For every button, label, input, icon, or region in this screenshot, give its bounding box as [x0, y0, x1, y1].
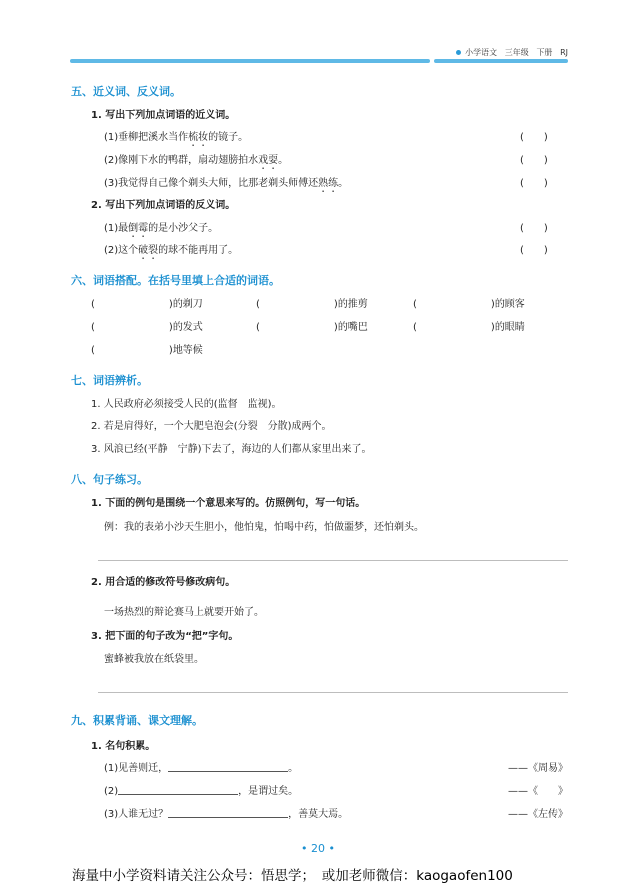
s6-blank5[interactable]: ( )的嘴巴: [256, 322, 368, 333]
footer-note: 海量中小学资料请关注公众号：悟思学； 或加老师微信：kaogaofen100: [72, 868, 513, 884]
page-number: • 20 •: [301, 842, 335, 855]
header-bar-right: [434, 59, 568, 63]
s9-item2-source[interactable]: ——《 》: [508, 786, 568, 797]
s9-item3-source: ——《左传》: [508, 809, 568, 820]
s5-q1-item3: (3)我觉得自己像个剃头大师，比那老剃头师傅还熟练。: [104, 178, 349, 189]
s5-q2-answer2[interactable]: ( ): [520, 245, 548, 256]
s5-q2-item1: (1)最倒霉的是小沙父子。: [104, 223, 219, 234]
header-series: 小学语文: [465, 48, 498, 57]
s7-item2[interactable]: 2. 若是肩得好，一个大肥皂泡会(分裂 分散)成两个。: [91, 421, 332, 432]
s5-q2-answer1[interactable]: ( ): [520, 223, 548, 234]
s5-q1-answer2[interactable]: ( ): [520, 155, 548, 166]
s9-item1-source: ——《周易》: [508, 763, 568, 774]
s6-blank6[interactable]: ( )的眼睛: [413, 322, 525, 333]
s8-q3-answer-line[interactable]: [98, 692, 568, 693]
s8-q2-title: 2. 用合适的修改符号修改病句。: [91, 577, 236, 588]
s7-item1[interactable]: 1. 人民政府必须接受人民的(监督 监视)。: [91, 399, 282, 410]
s8-q3-title: 3. 把下面的句子改为“把”字句。: [91, 631, 239, 642]
s6-blank2[interactable]: ( )的推剪: [256, 299, 368, 310]
header-grade: 三年级: [504, 48, 529, 57]
header-edition: RJ: [560, 48, 568, 57]
header-term: 下册: [536, 48, 553, 57]
s9-item1-blank[interactable]: [168, 771, 288, 772]
header-label: [456, 47, 568, 58]
s6-blank4[interactable]: ( )的发式: [91, 322, 203, 333]
s5-q1-title: 1. 写出下列加点词语的近义词。: [91, 110, 236, 121]
s9-item3: (3)人谁无过？ ，善莫大焉。: [104, 809, 349, 820]
s5-q1-item1: (1)垂柳把溪水当作梳妆的镜子。: [104, 132, 249, 143]
s5-q1-answer1[interactable]: ( ): [520, 132, 548, 143]
s5-q2-title: 2. 写出下列加点词语的反义词。: [91, 200, 236, 211]
s9-item2-blank[interactable]: [118, 794, 238, 795]
s6-blank7[interactable]: ( )地等候: [91, 345, 203, 356]
s7-item3[interactable]: 3. 风浪已经(平静 宁静)下去了，海边的人们都从家里出来了。: [91, 444, 372, 455]
s5-q1-answer3[interactable]: ( ): [520, 178, 548, 189]
section9-title: 九、积累背诵、课文理解。: [71, 714, 203, 727]
s6-blank3[interactable]: ( )的顾客: [413, 299, 525, 310]
header-bar-left: [70, 59, 430, 63]
section6-title: 六、词语搭配。在括号里填上合适的词语。: [71, 274, 280, 287]
s8-q1-title: 1. 下面的例句是围绕一个意思来写的。仿照例句，写一句话。: [91, 498, 366, 509]
s8-q2-sentence[interactable]: 一场热烈的辩论赛马上就要开始了。: [104, 607, 264, 618]
s9-item1: (1)见善则迁， 。: [104, 763, 299, 774]
section5-title: 五、近义词、反义词。: [71, 85, 181, 98]
s9-q1-title: 1. 名句积累。: [91, 741, 156, 752]
s9-item3-blank[interactable]: [168, 817, 288, 818]
s8-q3-sentence: 蜜蜂被我放在纸袋里。: [104, 654, 204, 665]
section8-title: 八、句子练习。: [71, 473, 148, 486]
s8-q1-answer-line[interactable]: [98, 560, 568, 561]
s5-q2-item2: (2)这个破裂的球不能再用了。: [104, 245, 239, 256]
s6-blank1[interactable]: ( )的剃刀: [91, 299, 203, 310]
s5-q1-item2: (2)像刚下水的鸭群，扇动翅膀拍水戏耍。: [104, 155, 289, 166]
s8-example: 例：我的表弟小沙天生胆小，他怕鬼，怕喝中药，怕做噩梦，还怕剃头。: [104, 522, 424, 533]
header-dot-icon: [456, 50, 461, 55]
s9-item2: (2) ，是谓过矣。: [104, 786, 299, 797]
section7-title: 七、词语辨析。: [71, 374, 148, 387]
